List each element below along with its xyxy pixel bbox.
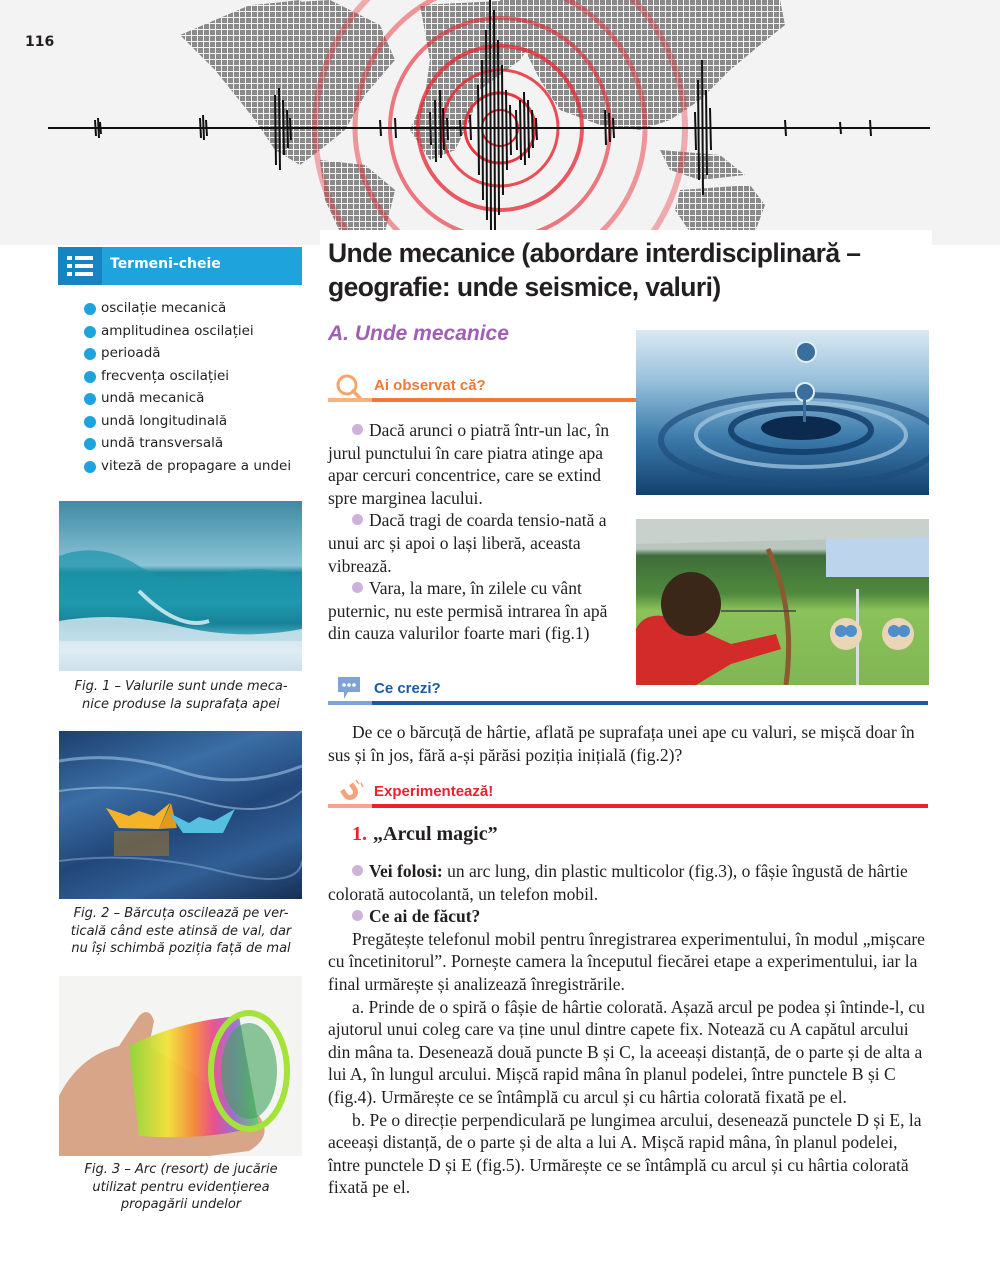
- experiment-section-header: [328, 778, 928, 808]
- list-icon: [58, 247, 102, 285]
- think-section-header: [328, 675, 928, 705]
- fig2-caption: [56, 905, 306, 958]
- caption-line: Fig. 2 – Bărcuța oscilează pe ver-: [73, 906, 289, 921]
- experiment-name: „Arcul magic”: [373, 823, 498, 845]
- think-paragraph: [328, 721, 928, 766]
- experiment-todo-label: Ce ai de făcut?: [328, 905, 928, 928]
- experiment-prep: Pregătește telefonul mobil pentru înregistrarea experimentului, în modul „mișcare cu încetinitorul”. Pornește camera la începutul fiecărei etape a experimentului, iar la final urmărește și analizează înregistrările.: [328, 928, 925, 994]
- caption-line: propagării undelor: [120, 1197, 242, 1212]
- caption-line: ticală când este atinsă de val, dar: [70, 923, 292, 939]
- bullet-icon: [352, 424, 363, 435]
- key-term-item: undă longitudinală: [84, 410, 291, 433]
- observe-section-header: [328, 372, 636, 402]
- observe-paragraph: Dacă tragi de coarda tensio-nată a unui arc și apoi o lași liberă, aceasta vibrează.: [328, 510, 607, 576]
- fig3-caption: [56, 1161, 306, 1214]
- think-text: De ce o bărcuță de hârtie, aflată pe suprafața unei ape cu valuri, se mișcă doar în sus și în jos, fără a-și părăsi poziția inițială (fig.2)?: [328, 722, 915, 765]
- experiment-materials: Vei folosi: un arc lung, din plastic multicolor (fig.3), o fâșie îngustă de hârtie colorată autocolantă, un telefon mobil.: [328, 861, 908, 904]
- header-banner: [0, 0, 1000, 245]
- key-terms-header: [58, 247, 302, 285]
- fig1-caption: [56, 678, 306, 713]
- experiment-step-a: a. Prinde de o spiră o fâșie de hârtie colorată. Așază arcul pe podea și întinde-l, cu ajutorul unui coleg care va ține unul dintre capete fix. Notează cu A capătul arcului din mâna ta. Desenează două puncte B și C, la aceeași distanță, de o parte și de alta a lui A, în lungul arcului. Mișcă rapid mâna în planul podelei, între punctele B și C (fig.4). Urmărește ce se întâmplă cu arcul și cu hârtia colorată fixată pe el.: [328, 996, 925, 1107]
- experiment-title: [352, 823, 498, 846]
- bullet-icon: [352, 910, 363, 921]
- key-term-item: frecvența oscilației: [84, 365, 291, 388]
- archery-image: [636, 519, 929, 685]
- experiment-number: 1.: [352, 823, 367, 845]
- experiment-step-b: b. Pe o direcție perpendiculară pe lungimea arcului, desenează punctele D și E, la aceeași distanță, de o parte și de alta a lui A. Mișcă rapid mâna, în planul podelei, între punctele D și E (fig.5). Urmărește ce se întâmplă cu arcul și cu hârtia colorată fixată pe el.: [328, 1109, 922, 1198]
- caption-line: Fig. 3 – Arc (resort) de jucărie: [84, 1162, 278, 1177]
- water-drop-image: [636, 330, 929, 495]
- page-title: Unde mecanice (abordare interdisciplinară – geografie: unde seismice, valuri): [328, 238, 861, 302]
- think-heading: Ce crezi?: [374, 680, 441, 697]
- bullet-icon: [352, 582, 363, 593]
- key-term-item: undă transversală: [84, 432, 291, 455]
- observe-paragraphs: [328, 419, 626, 645]
- key-term-item: amplitudinea oscilației: [84, 320, 291, 343]
- observe-paragraph: Dacă arunci o piatră într-un lac, în jurul punctului în care piatra atinge apa apar cercuri concentrice, care se extind spre marginea lacului.: [328, 420, 610, 508]
- fig1-wave-image: [59, 501, 302, 671]
- experiment-body: [328, 860, 928, 1199]
- key-term-item: oscilație mecanică: [84, 297, 291, 320]
- key-term-item: viteză de propagare a undei: [84, 455, 291, 478]
- section-heading: A. Unde mecanice: [328, 322, 509, 345]
- bullet-icon: [352, 865, 363, 876]
- observe-paragraph: Vara, la mare, în zilele cu vânt puternic, nu este permisă intrarea în apă din cauza valurilor foarte mari (fig.1): [328, 578, 608, 644]
- key-term-item: perioadă: [84, 342, 291, 365]
- seismograph-map-illustration: [0, 0, 1000, 245]
- bullet-icon: [352, 514, 363, 525]
- experiment-heading: Experimentează!: [374, 783, 494, 800]
- page-number: 116: [25, 34, 55, 50]
- key-terms-list: [84, 297, 291, 477]
- observe-heading: Ai observat că?: [374, 377, 486, 394]
- fig2-paper-boats-image: [59, 731, 302, 899]
- fig3-slinky-image: [59, 976, 302, 1156]
- key-term-item: undă mecanică: [84, 387, 291, 410]
- key-terms-title: Termeni-cheie: [110, 256, 221, 272]
- caption-line: utilizat pentru evidențierea: [92, 1179, 270, 1195]
- caption-line: Fig. 1 – Valurile sunt unde meca-: [74, 679, 288, 694]
- caption-line: nu își schimbă poziția față de mal: [71, 941, 291, 956]
- caption-line: nice produse la suprafața apei: [82, 696, 280, 712]
